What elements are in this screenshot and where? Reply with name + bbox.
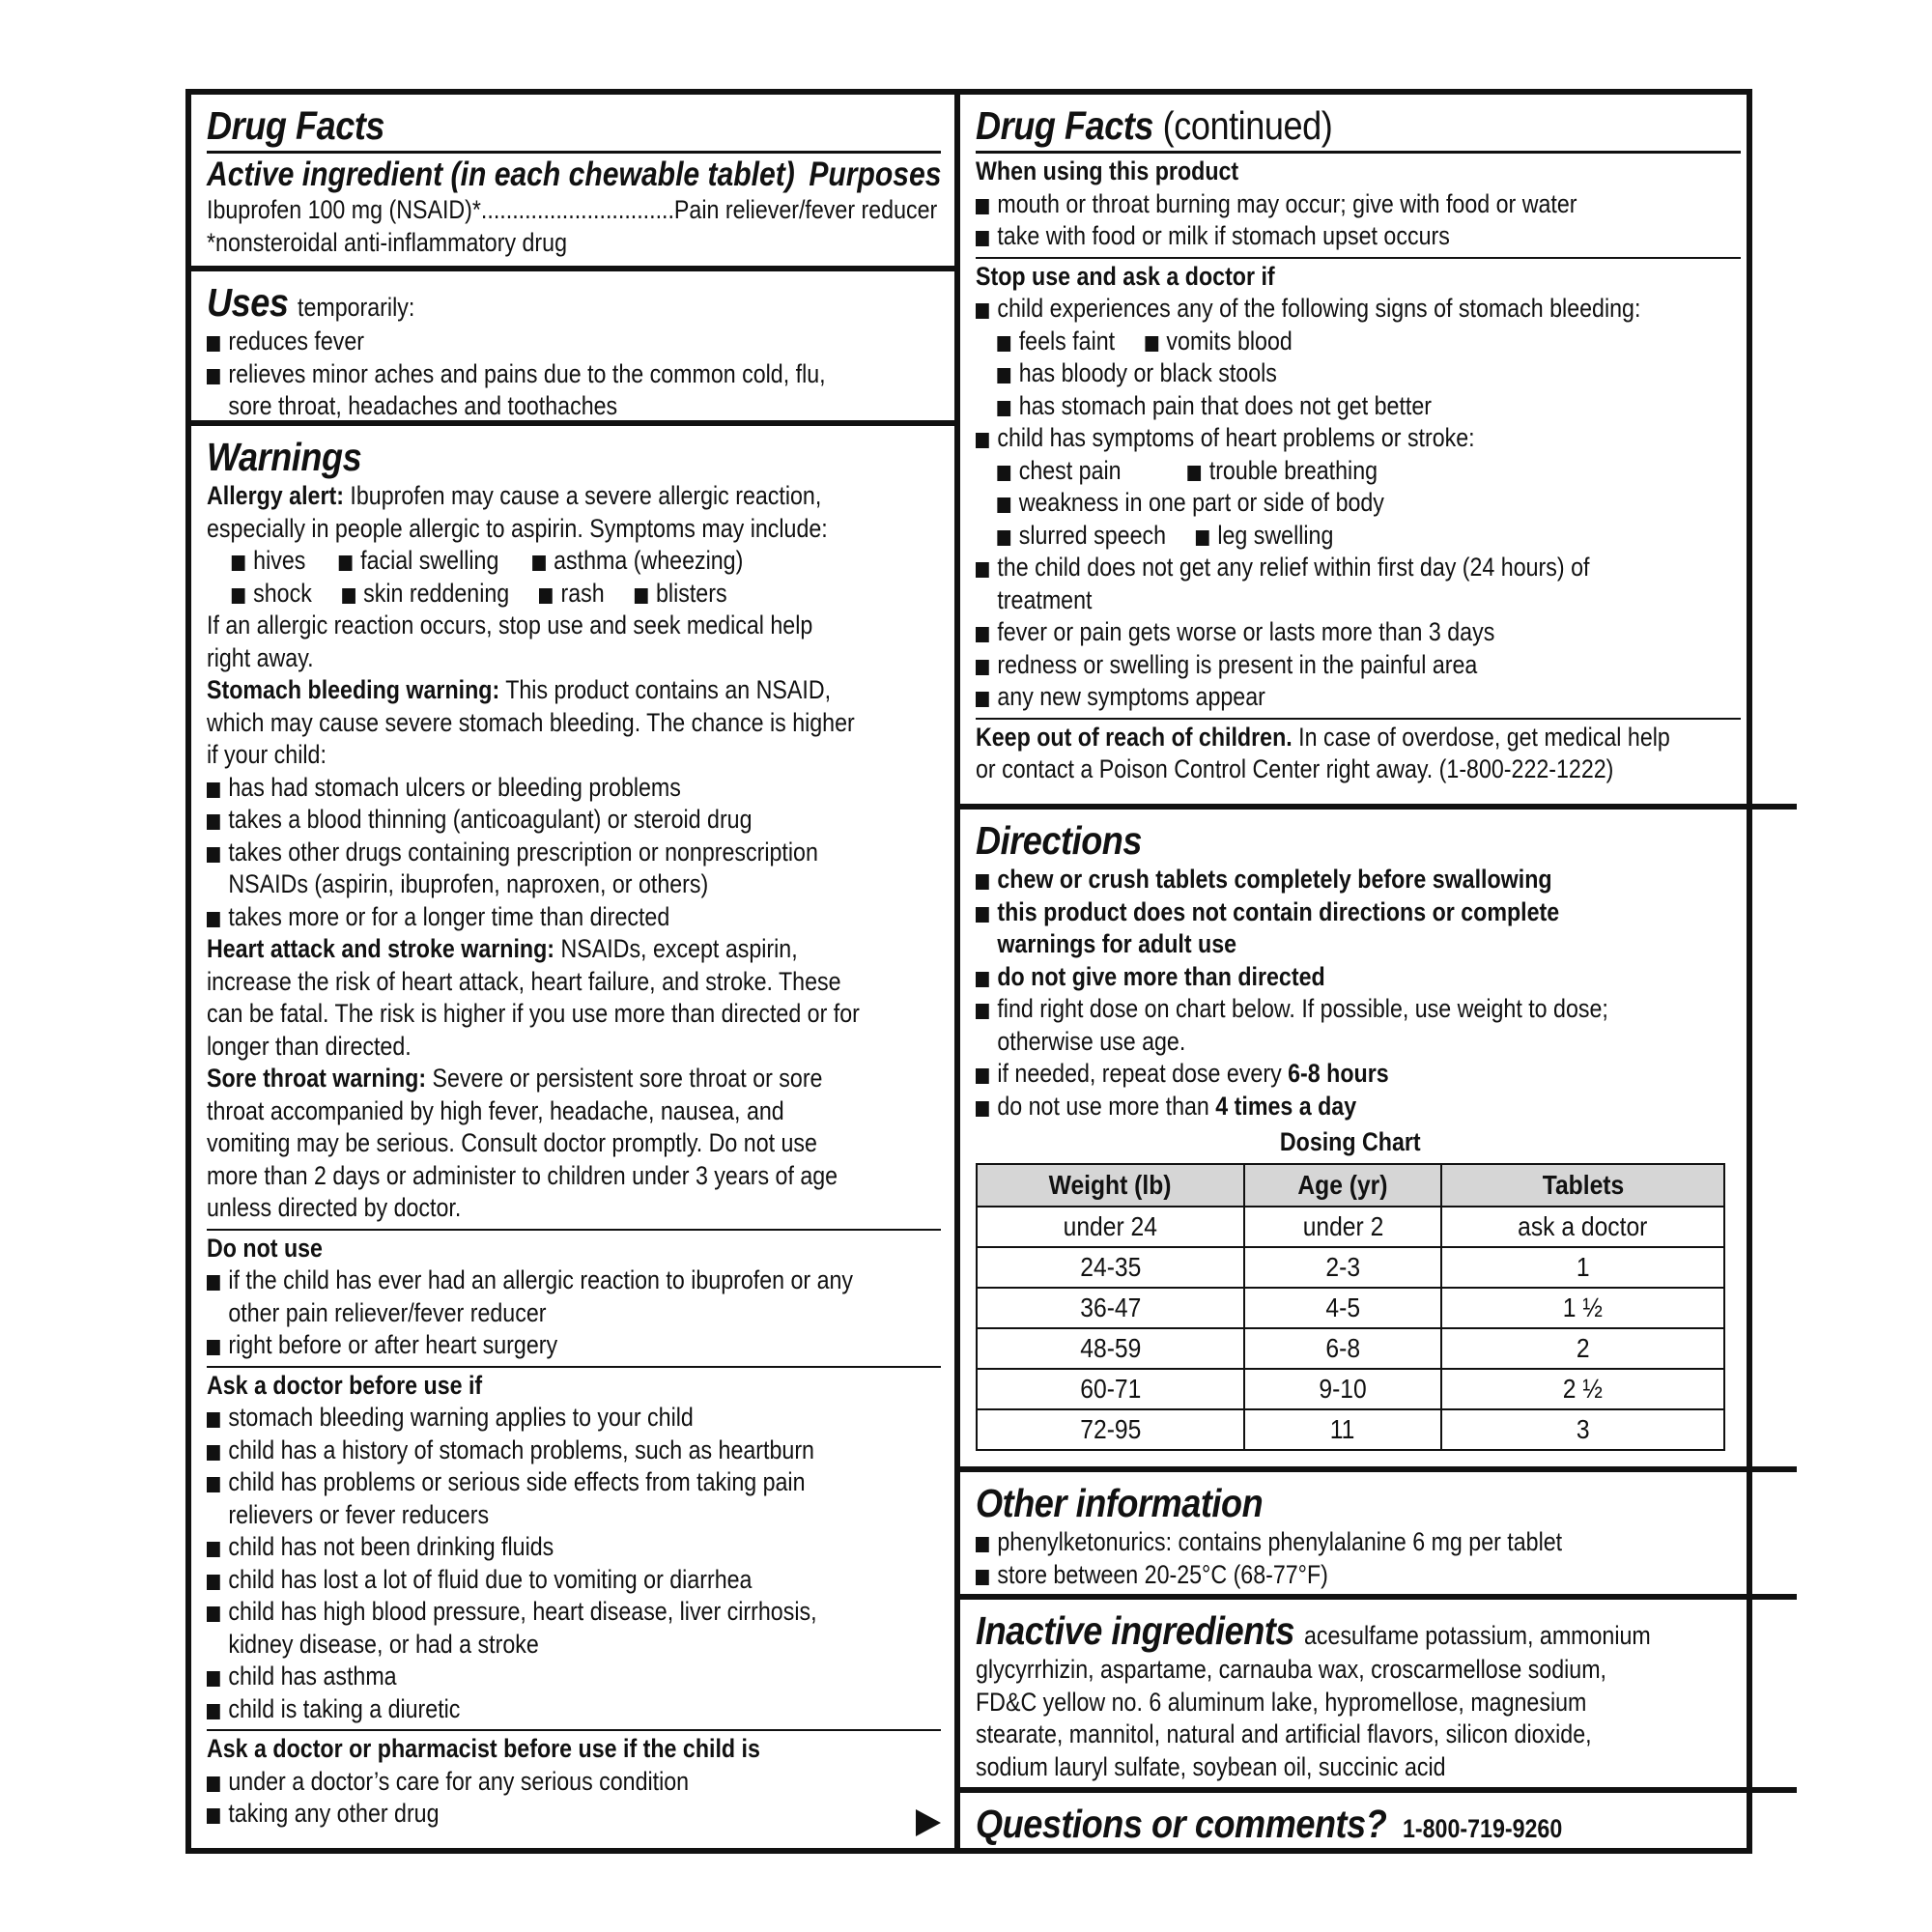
allergy-instruction: If an allergic reaction occurs, stop use and seek medical help <box>207 611 813 639</box>
allergy-alert-text: Ibuprofen may cause a severe allergic reaction, <box>350 481 822 510</box>
sore-throat-warning <box>207 1063 838 1095</box>
divider <box>976 151 1741 154</box>
symptom: asthma (wheezing) <box>532 545 744 578</box>
sore-throat-text: unless directed by doctor. <box>207 1193 462 1222</box>
when-using-title: When using this product <box>976 156 1239 185</box>
drug-facts-title: Drug Facts <box>207 103 385 148</box>
drug-facts-label <box>185 89 1752 1854</box>
table-row <box>977 1207 1724 1247</box>
divider <box>207 151 941 154</box>
stop-use-title: Stop use and ask a doctor if <box>976 261 1275 291</box>
active-header-row <box>207 156 941 194</box>
max-dose-limit: 4 times a day <box>1215 1091 1357 1121</box>
keep-out-of-reach <box>976 722 1670 754</box>
sore-throat-text: Severe or persistent sore throat or sore <box>432 1064 823 1093</box>
cell-text: 11 <box>1330 1414 1355 1444</box>
purposes-header: Purposes <box>808 156 941 193</box>
drug-facts-panel <box>191 95 954 271</box>
header-text: Weight (lb) <box>1049 1170 1172 1200</box>
weight-cell <box>977 1207 1244 1247</box>
dosing-chart-header <box>1441 1164 1724 1207</box>
sore-throat-text: throat accompanied by high fever, headache, nausea, and <box>207 1095 784 1125</box>
table-row <box>977 1247 1724 1288</box>
ask-doctor-item: child is taking a diuretic <box>207 1693 838 1726</box>
cell-text: under 24 <box>1063 1211 1158 1241</box>
symptom-row <box>207 578 838 611</box>
divider <box>207 1366 941 1368</box>
cell-text: 24-35 <box>1079 1252 1141 1282</box>
stomach-item: takes other drugs containing prescription or nonprescription <box>207 837 838 869</box>
allergy-alert-text: especially in people allergic to aspirin. Symptoms may include: <box>207 513 828 543</box>
questions-title: Questions or comments? <box>976 1802 1387 1846</box>
heart-signs-row <box>976 520 1670 553</box>
dosing-chart <box>976 1163 1725 1451</box>
uses-item: reduces fever <box>207 326 838 358</box>
ask-doctor-item: child has not been drinking fluids <box>207 1531 838 1564</box>
nsaid-footnote: *nonsteroidal anti-inflammatory drug <box>207 227 567 257</box>
weight-cell <box>977 1288 1244 1328</box>
allergy-alert-label: Allergy alert: <box>207 481 344 510</box>
header-text: Age (yr) <box>1297 1170 1388 1200</box>
symptom: skin reddening <box>342 578 509 611</box>
divider <box>207 1729 941 1731</box>
when-using-item: mouth or throat burning may occur; give with food or water <box>976 188 1670 221</box>
bleeding-signs-row <box>976 357 1670 390</box>
ask-doctor-item: stomach bleeding warning applies to your child <box>207 1402 838 1435</box>
age-cell <box>1244 1247 1441 1288</box>
table-row <box>977 1328 1724 1369</box>
stomach-item: takes more or for a longer time than directed <box>207 901 838 934</box>
symptom: rash <box>539 578 605 611</box>
table-row <box>977 1409 1724 1450</box>
heart-sign: leg swelling <box>1196 520 1333 553</box>
header-text: Tablets <box>1542 1170 1624 1200</box>
ask-doctor-item-continued: kidney disease, or had a stroke <box>228 1629 539 1659</box>
continue-arrow-icon <box>916 1809 941 1836</box>
left-column <box>191 95 960 1848</box>
cell-text: 2 <box>1576 1333 1590 1363</box>
stop-use-item: any new symptoms appear <box>976 681 1670 714</box>
other-information-item: phenylketonurics: contains phenylalanine 6 mg per tablet <box>976 1526 1670 1559</box>
right-column <box>960 95 1797 1848</box>
heart-sign: chest pain <box>997 455 1121 488</box>
dosing-chart-header-row <box>977 1164 1724 1207</box>
active-ingredient-line: Ibuprofen 100 mg (NSAID)*...............................Pain reliever/fever reducer <box>207 195 938 224</box>
inactive-ingredients-panel <box>960 1600 1797 1793</box>
warnings-title: Warnings <box>207 435 362 479</box>
ask-doctor-item: child has high blood pressure, heart disease, liver cirrhosis, <box>207 1596 838 1629</box>
cell-text: under 2 <box>1302 1211 1383 1241</box>
cell-text: 3 <box>1576 1414 1590 1444</box>
symptom: shock <box>232 578 312 611</box>
ask-doctor-item: child has problems or serious side effects from taking pain <box>207 1466 838 1499</box>
uses-title: Uses <box>207 280 289 325</box>
divider <box>976 257 1741 259</box>
divider <box>976 718 1741 720</box>
inactive-ingredients-text: stearate, mannitol, natural and artificial flavors, silicon dioxide, <box>976 1719 1592 1748</box>
bleeding-signs-row <box>976 326 1670 358</box>
stomach-item-continued: NSAIDs (aspirin, ibuprofen, naproxen, or others) <box>228 869 709 898</box>
dosing-chart-header <box>1244 1164 1441 1207</box>
questions-panel <box>960 1793 1797 1848</box>
weight-cell <box>977 1369 1244 1409</box>
ask-doctor-item: child has asthma <box>207 1661 838 1693</box>
direction-item: do not give more than directed <box>976 961 1670 994</box>
symptom-row <box>207 545 838 578</box>
inactive-heading <box>976 1607 1783 1654</box>
stop-use-item: redness or swelling is present in the painful area <box>976 649 1670 682</box>
ask-doctor-title: Ask a doctor before use if <box>207 1370 483 1400</box>
heart-warning-text: can be fatal. The risk is higher if you use more than directed or for <box>207 999 860 1028</box>
stomach-warning-text: which may cause severe stomach bleeding. The chance is higher <box>207 707 855 737</box>
cell-text: 2-3 <box>1325 1252 1360 1282</box>
table-row <box>977 1369 1724 1409</box>
repeat-dose-text: if needed, repeat dose every <box>997 1059 1282 1088</box>
tablets-cell <box>1441 1369 1724 1409</box>
ask-pharmacist-title: Ask a doctor or pharmacist before use if the child is <box>207 1734 760 1763</box>
sore-throat-text: vomiting may be serious. Consult doctor promptly. Do not use <box>207 1128 817 1157</box>
inactive-ingredients-title: Inactive ingredients <box>976 1608 1295 1653</box>
stomach-item: has had stomach ulcers or bleeding problems <box>207 772 838 805</box>
weight-cell <box>977 1247 1244 1288</box>
direction-item-continued: otherwise use age. <box>997 1026 1186 1056</box>
ask-pharmacist-item: taking any other drug <box>207 1798 838 1831</box>
questions-row <box>976 1801 1783 1847</box>
continued-suffix: (continued) <box>1162 103 1333 148</box>
stop-use-item: child experiences any of the following signs of stomach bleeding: <box>976 293 1670 326</box>
uses-item-continued: sore throat, headaches and toothaches <box>228 391 618 420</box>
weight-cell <box>977 1328 1244 1369</box>
heart-sign: slurred speech <box>997 520 1166 553</box>
keep-out-text: or contact a Poison Control Center right away. (1-800-222-1222) <box>976 754 1614 783</box>
age-cell <box>1244 1288 1441 1328</box>
warnings-panel <box>191 426 954 1848</box>
when-using-item: take with food or milk if stomach upset occurs <box>976 220 1670 253</box>
cell-text: 1 ½ <box>1563 1293 1604 1322</box>
tablets-cell <box>1441 1247 1724 1288</box>
age-cell <box>1244 1328 1441 1369</box>
do-not-use-item: right before or after heart surgery <box>207 1329 838 1362</box>
dosing-chart-header <box>977 1164 1244 1207</box>
uses-item: relieves minor aches and pains due to the common cold, flu, <box>207 358 838 391</box>
uses-panel <box>191 271 954 426</box>
cell-text: 36-47 <box>1079 1293 1141 1322</box>
drug-facts-continued-panel <box>960 95 1797 810</box>
ask-doctor-item-continued: relievers or fever reducers <box>228 1499 490 1529</box>
symptom: blisters <box>635 578 727 611</box>
direction-item-continued: warnings for adult use <box>997 929 1237 958</box>
stop-use-item: child has symptoms of heart problems or stroke: <box>976 422 1670 455</box>
other-information-item: store between 20-25°C (68-77°F) <box>976 1559 1670 1592</box>
heart-signs-row <box>976 487 1670 520</box>
keep-out-label: Keep out of reach of children. <box>976 722 1293 752</box>
heart-warning <box>207 933 838 966</box>
cell-text: 60-71 <box>1079 1374 1141 1404</box>
cell-text: 9-10 <box>1319 1374 1367 1404</box>
sore-throat-label: Sore throat warning: <box>207 1064 427 1093</box>
stomach-warning-text: This product contains an NSAID, <box>505 675 832 704</box>
symptom: hives <box>232 545 306 578</box>
bleeding-sign: has stomach pain that does not get better <box>997 390 1432 423</box>
ask-pharmacist-item: under a doctor’s care for any serious condition <box>207 1766 838 1799</box>
do-not-use-item: if the child has ever had an allergic reaction to ibuprofen or any <box>207 1264 838 1297</box>
age-cell <box>1244 1409 1441 1450</box>
continued-title-text: Drug Facts <box>976 103 1154 148</box>
cell-text: 4-5 <box>1325 1293 1360 1322</box>
symptom: facial swelling <box>339 545 499 578</box>
heart-warning-label: Heart attack and stroke warning: <box>207 934 555 963</box>
cell-text: 48-59 <box>1079 1333 1141 1363</box>
heart-warning-text: longer than directed. <box>207 1031 412 1061</box>
ask-doctor-item: child has lost a lot of fluid due to vomiting or diarrhea <box>207 1564 838 1597</box>
allergy-alert <box>207 480 838 513</box>
cell-text: 2 ½ <box>1563 1374 1604 1404</box>
do-not-use-item-continued: other pain reliever/fever reducer <box>228 1297 547 1327</box>
direction-item: find right dose on chart below. If possible, use weight to dose; <box>976 993 1670 1026</box>
cell-text: 1 <box>1576 1252 1590 1282</box>
bleeding-sign: has bloody or black stools <box>997 357 1277 390</box>
stomach-item: takes a blood thinning (anticoagulant) or steroid drug <box>207 804 838 837</box>
inactive-ingredients-text: sodium lauryl sulfate, soybean oil, succinic acid <box>976 1751 1446 1781</box>
bleeding-sign: feels faint <box>997 326 1115 358</box>
sore-throat-text: more than 2 days or administer to children under 3 years of age <box>207 1160 838 1190</box>
heart-sign: trouble breathing <box>1187 455 1378 488</box>
cell-text: ask a doctor <box>1518 1211 1648 1241</box>
age-cell <box>1244 1369 1441 1409</box>
questions-phone[interactable]: 1-800-719-9260 <box>1402 1814 1563 1843</box>
divider <box>207 1229 941 1231</box>
drug-facts-continued-title <box>976 102 1332 149</box>
stomach-warning-label: Stomach bleeding warning: <box>207 675 500 704</box>
inactive-ingredients-text: acesulfame potassium, ammonium <box>1303 1621 1651 1650</box>
tablets-cell <box>1441 1207 1724 1247</box>
heart-warning-text: increase the risk of heart attack, heart failure, and stroke. These <box>207 966 841 996</box>
stop-use-item-continued: treatment <box>997 584 1093 614</box>
inactive-ingredients-text: FD&C yellow no. 6 aluminum lake, hypromellose, magnesium <box>976 1687 1587 1717</box>
directions-title: Directions <box>976 818 1143 863</box>
bleeding-sign: vomits blood <box>1145 326 1293 358</box>
inactive-ingredients-text: glycyrrhizin, aspartame, carnauba wax, croscarmellose sodium, <box>976 1655 1606 1684</box>
directions-panel <box>960 810 1797 1472</box>
stomach-warning-text: if your child: <box>207 740 327 769</box>
allergy-instruction: right away. <box>207 642 314 672</box>
tablets-cell <box>1441 1328 1724 1369</box>
direction-item: this product does not contain directions or complete <box>976 896 1670 929</box>
stop-use-item: the child does not get any relief within first day (24 hours) of <box>976 552 1670 584</box>
table-row <box>977 1288 1724 1328</box>
direction-item: chew or crush tablets completely before swallowing <box>976 864 1670 896</box>
bleeding-signs-row <box>976 390 1670 423</box>
repeat-dose-interval: 6-8 hours <box>1288 1059 1389 1088</box>
heart-signs-row <box>976 455 1670 488</box>
heart-warning-text: NSAIDs, except aspirin, <box>560 934 798 963</box>
other-information-title: Other information <box>976 1481 1264 1525</box>
ask-doctor-item: child has a history of stomach problems, such as heartburn <box>207 1435 838 1467</box>
weight-cell <box>977 1409 1244 1450</box>
age-cell <box>1244 1207 1441 1247</box>
keep-out-text: In case of overdose, get medical help <box>1298 722 1670 752</box>
dosing-chart-title: Dosing Chart <box>1280 1127 1421 1156</box>
cell-text: 72-95 <box>1079 1414 1141 1444</box>
max-dose-text: do not use more than <box>997 1091 1209 1121</box>
uses-heading <box>207 279 941 326</box>
continued-heading <box>976 102 1783 149</box>
heart-sign: weakness in one part or side of body <box>997 487 1384 520</box>
cell-text: 6-8 <box>1325 1333 1360 1363</box>
max-dose-item <box>976 1091 1670 1123</box>
tablets-cell <box>1441 1288 1724 1328</box>
uses-intro: temporarily: <box>298 293 415 322</box>
active-ingredient-header: Active ingredient (in each chewable tablet) <box>207 156 795 193</box>
tablets-cell <box>1441 1409 1724 1450</box>
repeat-dose-item <box>976 1058 1670 1091</box>
dosing-chart-title-row <box>976 1126 1725 1163</box>
stomach-warning <box>207 674 838 707</box>
other-information-panel <box>960 1472 1797 1600</box>
do-not-use-title: Do not use <box>207 1233 323 1263</box>
stop-use-item: fever or pain gets worse or lasts more than 3 days <box>976 616 1670 649</box>
